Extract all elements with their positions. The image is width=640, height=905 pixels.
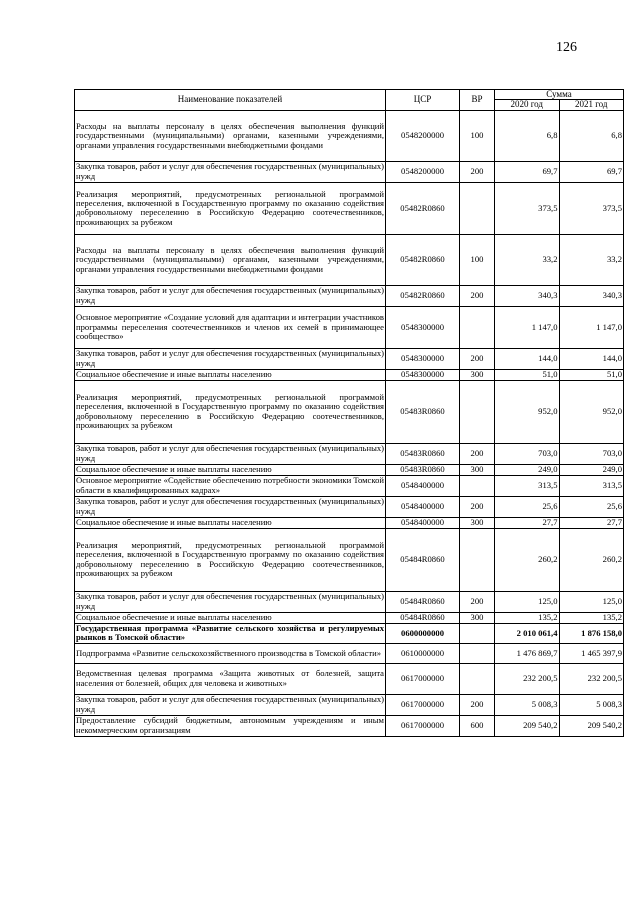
- row-value-2021: 125,0: [559, 591, 624, 612]
- row-value-2020: 703,0: [495, 443, 560, 464]
- row-name: Закупка товаров, работ и услуг для обеспечения государственных (муниципальных) нужд: [76, 285, 384, 305]
- table-row: [75, 110, 624, 161]
- row-value-2021: 33,2: [559, 234, 624, 285]
- table-row: [75, 496, 624, 517]
- row-value-2021: 144,0: [559, 348, 624, 369]
- header-sum: Сумма: [495, 90, 624, 100]
- row-value-2020: 2 010 061,4: [495, 623, 560, 643]
- row-name: Ведомственная целевая программа «Защита животных от болезней, защита населения от болезней, общих для человека и животных»: [75, 663, 386, 694]
- row-name: Государственная программа «Развитие сельского хозяйства и регулируемых рынков в Томской области»: [76, 622, 384, 643]
- header-year-2021: 2021 год: [559, 100, 624, 110]
- row-csr: 05482R0860: [386, 182, 460, 234]
- table-row: [75, 591, 624, 612]
- table-row: [75, 369, 624, 380]
- row-name: Социальное обеспечение и иные выплаты населению: [75, 517, 386, 528]
- row-name: Реализация мероприятий, предусмотренных региональной программой переселения, включенной в Государственную программу по оказанию содействия добровольному переселению в Российскую Федерацию соотечественников, проживающих за рубежом: [75, 182, 386, 234]
- row-name: Закупка товаров, работ и услуг для обеспечения государственных (муниципальных) нужд: [76, 161, 384, 181]
- header-name: Наименование показателей: [75, 90, 386, 111]
- row-value-2021: 260,2: [559, 528, 624, 591]
- row-vr: 600: [460, 715, 495, 736]
- table-row: [75, 464, 624, 475]
- row-csr: 05484R0860: [386, 612, 460, 623]
- row-value-2020: 51,0: [495, 369, 560, 380]
- row-vr: 300: [460, 369, 495, 380]
- row-name: Социальное обеспечение и иные выплаты населению: [75, 612, 386, 623]
- row-vr: [460, 380, 495, 443]
- row-vr: 200: [460, 285, 495, 306]
- row-csr: 05484R0860: [386, 528, 460, 591]
- row-vr: 300: [460, 464, 495, 475]
- row-vr: [460, 528, 495, 591]
- table-header: [75, 90, 624, 111]
- header-csr: ЦСР: [386, 90, 460, 111]
- row-name: Реализация мероприятий, предусмотренных региональной программой переселения, включенной в Государственную программу по оказанию содействия добровольному переселению в Российскую Федерацию соотечественников, проживающих за рубежом: [75, 528, 386, 591]
- row-value-2020: 373,5: [495, 182, 560, 234]
- row-value-2021: 952,0: [559, 380, 624, 443]
- row-value-2021: 6,8: [559, 110, 624, 161]
- row-csr: 0548300000: [386, 306, 460, 348]
- row-value-2021: 27,7: [559, 517, 624, 528]
- table-row: [75, 443, 624, 464]
- table-row: [75, 715, 624, 736]
- row-vr: 200: [460, 496, 495, 517]
- row-vr: 200: [460, 443, 495, 464]
- row-name: Реализация мероприятий, предусмотренных региональной программой переселения, включенной в Государственную программу по оказанию содействия добровольному переселению в Российскую Федерацию соотечественников, проживающих за рубежом: [75, 380, 386, 443]
- row-name: Социальное обеспечение и иные выплаты населению: [75, 464, 386, 475]
- table-row: [75, 475, 624, 496]
- row-vr: 200: [460, 591, 495, 612]
- row-vr: 200: [460, 348, 495, 369]
- table-row: [75, 623, 624, 643]
- row-vr: 200: [460, 694, 495, 715]
- row-value-2020: 232 200,5: [495, 663, 560, 694]
- row-value-2021: 373,5: [559, 182, 624, 234]
- row-value-2020: 25,6: [495, 496, 560, 517]
- row-value-2020: 69,7: [495, 161, 560, 182]
- row-name: Подпрограмма «Развитие сельскохозяйственного производства в Томской области»: [75, 643, 386, 663]
- row-vr: 100: [460, 110, 495, 161]
- table-row: [75, 528, 624, 591]
- table-row: [75, 234, 624, 285]
- row-value-2020: 125,0: [495, 591, 560, 612]
- row-value-2020: 249,0: [495, 464, 560, 475]
- row-csr: 0548300000: [386, 348, 460, 369]
- row-vr: [460, 643, 495, 663]
- row-value-2020: 209 540,2: [495, 715, 560, 736]
- row-value-2021: 51,0: [559, 369, 624, 380]
- row-value-2021: 69,7: [559, 161, 624, 182]
- table-row: [75, 285, 624, 306]
- row-value-2021: 25,6: [559, 496, 624, 517]
- row-name: Основное мероприятие «Содействие обеспечению потребности экономики Томской области в квалифицированных кадрах»: [76, 475, 384, 495]
- row-value-2020: 1 147,0: [495, 306, 560, 348]
- row-value-2020: 27,7: [495, 517, 560, 528]
- row-name: Расходы на выплаты персоналу в целях обеспечения выполнения функций государственными (муниципальными) органами, казенными учреждениями, органами управления государственными внебюджетными фондами: [75, 110, 386, 161]
- row-csr: 0548400000: [386, 475, 460, 496]
- row-value-2020: 1 476 869,7: [495, 643, 560, 663]
- row-value-2021: 313,5: [559, 475, 624, 496]
- row-value-2021: 249,0: [559, 464, 624, 475]
- row-csr: 0548400000: [386, 496, 460, 517]
- row-csr: 05482R0860: [386, 234, 460, 285]
- row-vr: [460, 623, 495, 643]
- row-csr: 0610000000: [386, 643, 460, 663]
- row-value-2020: 340,3: [495, 285, 560, 306]
- row-name: Закупка товаров, работ и услуг для обеспечения государственных (муниципальных) нужд: [76, 496, 384, 516]
- row-csr: 0617000000: [386, 715, 460, 736]
- row-csr: 0548200000: [386, 110, 460, 161]
- table-row: [75, 663, 624, 694]
- row-value-2021: 5 008,3: [559, 694, 624, 715]
- row-vr: [460, 475, 495, 496]
- row-csr: 0548200000: [386, 161, 460, 182]
- header-vr: ВР: [460, 90, 495, 111]
- table-row: [75, 182, 624, 234]
- row-value-2021: 209 540,2: [559, 715, 624, 736]
- row-name: Закупка товаров, работ и услуг для обеспечения государственных (муниципальных) нужд: [76, 443, 384, 463]
- row-vr: [460, 182, 495, 234]
- row-value-2020: 260,2: [495, 528, 560, 591]
- row-value-2020: 313,5: [495, 475, 560, 496]
- row-csr: 05483R0860: [386, 464, 460, 475]
- row-value-2021: 340,3: [559, 285, 624, 306]
- row-value-2021: 135,2: [559, 612, 624, 623]
- row-value-2020: 6,8: [495, 110, 560, 161]
- row-value-2020: 5 008,3: [495, 694, 560, 715]
- table-row: [75, 612, 624, 623]
- row-value-2021: 703,0: [559, 443, 624, 464]
- row-csr: 05484R0860: [386, 591, 460, 612]
- table-row: [75, 348, 624, 369]
- budget-table: [74, 89, 624, 737]
- row-value-2021: 232 200,5: [559, 663, 624, 694]
- row-csr: 0548300000: [386, 369, 460, 380]
- table-row: [75, 161, 624, 182]
- table-row: [75, 380, 624, 443]
- row-value-2021: 1 147,0: [559, 306, 624, 348]
- table-row: [75, 694, 624, 715]
- header-year-2020: 2020 год: [495, 100, 560, 110]
- row-name: Закупка товаров, работ и услуг для обеспечения государственных (муниципальных) нужд: [76, 348, 384, 368]
- row-value-2020: 952,0: [495, 380, 560, 443]
- row-csr: 05483R0860: [386, 380, 460, 443]
- row-vr: 200: [460, 161, 495, 182]
- row-vr: [460, 306, 495, 348]
- row-csr: 0548400000: [386, 517, 460, 528]
- row-csr: 0617000000: [386, 663, 460, 694]
- row-vr: 300: [460, 517, 495, 528]
- row-value-2020: 144,0: [495, 348, 560, 369]
- row-name: Закупка товаров, работ и услуг для обеспечения государственных (муниципальных) нужд: [76, 694, 384, 714]
- row-vr: [460, 663, 495, 694]
- table-row: [75, 517, 624, 528]
- row-csr: 05482R0860: [386, 285, 460, 306]
- row-name: Закупка товаров, работ и услуг для обеспечения государственных (муниципальных) нужд: [76, 591, 384, 611]
- row-csr: 0600000000: [386, 623, 460, 643]
- row-value-2021: 1 465 397,9: [559, 643, 624, 663]
- page-number: 126: [556, 40, 577, 55]
- row-value-2020: 33,2: [495, 234, 560, 285]
- table-row: [75, 306, 624, 348]
- row-name: Основное мероприятие «Создание условий для адаптации и интеграции участников программы переселения соотечественников и членов их семей в принимающее сообщество»: [75, 306, 386, 348]
- row-name: Расходы на выплаты персоналу в целях обеспечения выполнения функций государственными (муниципальными) органами, казенными учреждениями, органами управления государственными внебюджетными фондами: [75, 234, 386, 285]
- row-vr: 100: [460, 234, 495, 285]
- row-csr: 05483R0860: [386, 443, 460, 464]
- table-body: [75, 110, 624, 736]
- table-row: [75, 643, 624, 663]
- row-name: Предоставление субсидий бюджетным, автономным учреждениям и иным некоммерческим организациям: [76, 715, 384, 735]
- row-value-2020: 135,2: [495, 612, 560, 623]
- row-csr: 0617000000: [386, 694, 460, 715]
- row-vr: 300: [460, 612, 495, 623]
- row-name: Социальное обеспечение и иные выплаты населению: [75, 369, 386, 380]
- row-value-2021: 1 876 158,0: [559, 623, 624, 643]
